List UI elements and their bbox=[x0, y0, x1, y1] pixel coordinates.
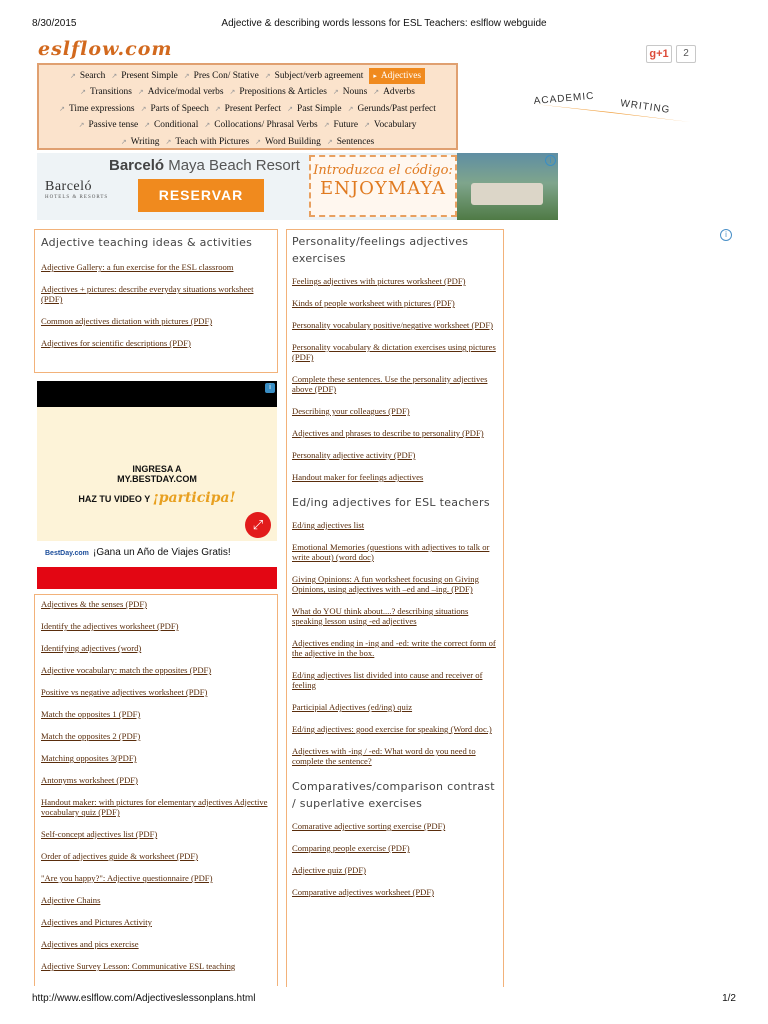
nav-row bbox=[41, 68, 454, 84]
ad-line2: MY.BESTDAY.COM bbox=[117, 474, 197, 484]
nav-item-advice-modal-verbs[interactable]: ↗ Advice/modal verbs bbox=[138, 84, 224, 100]
article-link[interactable]: Giving Opinions: A fun worksheet focusing on Giving Opinions, using adjectives with –ed and –ing. (PDF) bbox=[292, 574, 479, 594]
reservar-button[interactable]: RESERVAR bbox=[138, 179, 264, 212]
right-column bbox=[286, 229, 504, 987]
banner-brand bbox=[45, 179, 108, 200]
nav-item-parts-of-speech[interactable]: ↗ Parts of Speech bbox=[141, 101, 209, 117]
article-link[interactable]: Feelings adjectives with pictures worksheet (PDF) bbox=[292, 276, 466, 286]
adjective-links bbox=[41, 599, 271, 971]
nav-item-sentences[interactable]: ↗ Sentences bbox=[327, 134, 374, 150]
nav-item-transitions[interactable]: ↗ Transitions bbox=[80, 84, 132, 100]
nav-item-conditional[interactable]: ↗ Conditional bbox=[144, 117, 198, 133]
article-link[interactable]: Match the opposites 1 (PDF) bbox=[41, 709, 141, 719]
article-link[interactable]: Common adjectives dictation with pictures (PDF) bbox=[41, 316, 213, 326]
nav-row bbox=[41, 101, 454, 117]
article-link[interactable]: Personality vocabulary positive/negative worksheet (PDF) bbox=[292, 320, 493, 330]
nav-item-adjectives[interactable]: ▸ Adjectives bbox=[369, 68, 425, 84]
personality-links bbox=[292, 276, 498, 482]
article-link[interactable]: Personality vocabulary & dictation exercises using pictures (PDF) bbox=[292, 342, 496, 362]
edging-links bbox=[292, 520, 498, 766]
adjective-links-box bbox=[34, 594, 278, 986]
comparatives-heading: Comparatives/comparison contrast / superlative exercises bbox=[292, 780, 495, 810]
article-link[interactable]: Participial Adjectives (ed/ing) quiz bbox=[292, 702, 413, 712]
article-link[interactable]: Kinds of people worksheet with pictures (PDF) bbox=[292, 298, 455, 308]
teaching-ideas-box bbox=[34, 229, 278, 373]
nav-item-time-expressions[interactable]: ↗ Time expressions bbox=[59, 101, 134, 117]
article-link[interactable]: Ed/ing adjectives: good exercise for speaking (Word doc.) bbox=[292, 724, 492, 734]
article-link[interactable]: Ed/ing adjectives list divided into cause and receiver of feeling bbox=[292, 670, 483, 690]
promo-code-label: Introduzca el código: bbox=[313, 163, 453, 178]
edging-heading: Ed/ing adjectives for ESL teachers bbox=[292, 496, 490, 509]
article-link[interactable]: Order of adjectives guide & worksheet (PDF) bbox=[41, 851, 199, 861]
banner-headline-rest: Maya Beach Resort bbox=[164, 157, 300, 174]
ad-line3-script: ¡participa! bbox=[152, 490, 236, 506]
nav-item-adverbs[interactable]: ↗ Adverbs bbox=[373, 84, 415, 100]
comparatives-links bbox=[292, 821, 498, 897]
ad-creative bbox=[37, 407, 277, 541]
article-link[interactable]: Adjectives ending in -ing and -ed: write the correct form of the adjective in the box. bbox=[292, 638, 496, 658]
article-link[interactable]: Adjectives with -ing / -ed: What word do you need to complete the sentence? bbox=[292, 746, 476, 766]
article-link[interactable]: Antonyms worksheet (PDF) bbox=[41, 775, 138, 785]
print-date: 8/30/2015 bbox=[32, 18, 77, 29]
nav-row bbox=[41, 134, 454, 150]
banner-headline-bold: Barceló bbox=[109, 157, 165, 174]
teaching-ideas-heading: Adjective teaching ideas & activities bbox=[41, 236, 253, 249]
nav-item-present-perfect[interactable]: ↗ Present Perfect bbox=[215, 101, 281, 117]
article-link[interactable]: Self-concept adjectives list (PDF) bbox=[41, 829, 158, 839]
ad-line1: INGRESA A bbox=[132, 464, 182, 474]
ad-tagline: ¡Gana un Año de Viajes Gratis! bbox=[93, 547, 231, 558]
article-link[interactable]: Adjective Survey Lesson: Communicative ESL teaching bbox=[41, 961, 236, 971]
gplus-count: 2 bbox=[676, 45, 696, 63]
bestday-ad[interactable] bbox=[37, 381, 277, 589]
nav-item-gerunds-past-perfect[interactable]: ↗ Gerunds/Past perfect bbox=[348, 101, 436, 117]
article-link[interactable]: Handout maker: with pictures for elementary adjectives Adjective vocabulary quiz (PDF) bbox=[41, 797, 268, 817]
article-link[interactable]: Comparing people exercise (PDF) bbox=[292, 843, 410, 853]
article-link[interactable]: Adjectives and Pictures Activity bbox=[41, 917, 152, 927]
article-link[interactable]: Adjectives + pictures: describe everyday situations worksheet (PDF) bbox=[41, 284, 254, 304]
nav-item-present-simple[interactable]: ↗ Present Simple bbox=[111, 68, 177, 84]
resort-photo bbox=[457, 153, 558, 220]
ad-line3-plain: HAZ TU VIDEO Y bbox=[78, 494, 153, 504]
article-link[interactable]: Complete these sentences. Use the personality adjectives above (PDF) bbox=[292, 374, 488, 394]
article-link[interactable]: Adjectives and phrases to describe to personality (PDF) bbox=[292, 428, 484, 438]
gplus-widget bbox=[646, 45, 696, 63]
banner-ad[interactable] bbox=[37, 153, 558, 220]
nav-item-vocabulary[interactable]: ↗ Vocabulary bbox=[364, 117, 416, 133]
expand-icon[interactable]: ⤢ bbox=[245, 512, 271, 538]
nav-item-collocations-phrasal-verbs[interactable]: ↗ Collocations/ Phrasal Verbs bbox=[204, 117, 317, 133]
article-link[interactable]: Comparative adjectives worksheet (PDF) bbox=[292, 887, 434, 897]
banner-brand-sub: HOTELS & RESORTS bbox=[45, 195, 109, 200]
print-page-number: 1/2 bbox=[722, 993, 736, 1004]
ad-info-icon[interactable]: i bbox=[545, 155, 556, 166]
nav-item-subject-verb-agreement[interactable]: ↗ Subject/verb agreement bbox=[265, 68, 364, 84]
article-link[interactable]: Adjectives & the senses (PDF) bbox=[41, 599, 147, 609]
ad-red-bar bbox=[37, 567, 277, 589]
info-icon[interactable]: i bbox=[720, 229, 732, 241]
ad-line3 bbox=[37, 490, 277, 506]
article-link[interactable]: Emotional Memories (questions with adjectives to talk or write about) (word doc) bbox=[292, 542, 490, 562]
nav-item-word-building[interactable]: ↗ Word Building bbox=[255, 134, 321, 150]
nav-row bbox=[41, 84, 454, 100]
site-logo[interactable]: eslflow.com bbox=[38, 38, 173, 60]
article-link[interactable]: Ed/ing adjectives list bbox=[292, 520, 365, 530]
article-link[interactable]: Adjective Chains bbox=[41, 895, 101, 905]
nav-item-teach-with-pictures[interactable]: ↗ Teach with Pictures bbox=[165, 134, 249, 150]
academic-writing-word1: ACADEMIC bbox=[533, 90, 595, 107]
nav-row bbox=[41, 117, 454, 133]
teaching-ideas-links bbox=[41, 262, 271, 348]
article-link[interactable]: Positive vs negative adjectives worksheet (PDF) bbox=[41, 687, 208, 697]
personality-heading: Personality/feelings adjectives exercises bbox=[292, 235, 469, 265]
nav-item-pres-con-stative[interactable]: ↗ Pres Con/ Stative bbox=[184, 68, 259, 84]
ad-top-bar bbox=[37, 381, 277, 407]
print-header bbox=[0, 18, 768, 32]
nav-item-writing[interactable]: ↗ Writing bbox=[121, 134, 160, 150]
article-link[interactable]: Adjective quiz (PDF) bbox=[292, 865, 366, 875]
promo-code-box bbox=[309, 155, 457, 217]
nav-item-future[interactable]: ↗ Future bbox=[324, 117, 358, 133]
article-link[interactable]: Describing your colleagues (PDF) bbox=[292, 406, 410, 416]
nav-item-nouns[interactable]: ↗ Nouns bbox=[333, 84, 367, 100]
nav-item-search[interactable]: ↗ Search bbox=[70, 68, 105, 84]
article-link[interactable]: Adjective Gallery: a fun exercise for the ESL classroom bbox=[41, 262, 234, 272]
nav-item-past-simple[interactable]: ↗ Past Simple bbox=[287, 101, 341, 117]
gplus-button[interactable]: g+1 bbox=[646, 45, 672, 63]
article-link[interactable]: What do YOU think about....? describing situations speaking lesson using -ed adjectives bbox=[292, 606, 469, 626]
article-link[interactable]: Adjective vocabulary: match the opposites (PDF) bbox=[41, 665, 212, 675]
article-link[interactable]: Identifying adjectives (word) bbox=[41, 643, 142, 653]
ad-footer bbox=[37, 541, 277, 567]
main-nav bbox=[37, 63, 458, 150]
article-link[interactable]: Matching opposites 3(PDF) bbox=[41, 753, 137, 763]
article-link[interactable]: "Are you happy?": Adjective questionnaire (PDF) bbox=[41, 873, 213, 883]
article-link[interactable]: Identify the adjectives worksheet (PDF) bbox=[41, 621, 179, 631]
promo-code: ENJOYMAYA bbox=[320, 178, 446, 199]
article-link[interactable]: Comarative adjective sorting exercise (PDF) bbox=[292, 821, 446, 831]
article-link[interactable]: Match the opposites 2 (PDF) bbox=[41, 731, 141, 741]
ad-text-block bbox=[37, 464, 277, 484]
article-link[interactable]: Personality adjective activity (PDF) bbox=[292, 450, 416, 460]
banner-brand-name: Barceló bbox=[45, 179, 93, 194]
article-link[interactable]: Adjectives for scientific descriptions (PDF) bbox=[41, 338, 191, 348]
nav-item-passive-tense[interactable]: ↗ Passive tense bbox=[79, 117, 139, 133]
article-link[interactable]: Adjectives and pics exercise bbox=[41, 939, 139, 949]
print-footer bbox=[0, 993, 768, 1007]
academic-writing-logo[interactable] bbox=[530, 90, 692, 126]
banner-headline bbox=[109, 157, 300, 174]
print-title: Adjective & describing words lessons for ESL Teachers: eslflow webguide bbox=[221, 18, 547, 29]
academic-writing-word2: WRITING bbox=[619, 98, 671, 116]
ad-choices-icon[interactable]: i bbox=[265, 383, 275, 393]
print-url: http://www.eslflow.com/Adjectiveslessonplans.html bbox=[32, 993, 256, 1004]
article-link[interactable]: Handout maker for feelings adjectives bbox=[292, 472, 424, 482]
nav-item-prepositions-articles[interactable]: ↗ Prepositions & Articles bbox=[230, 84, 327, 100]
bestday-logo: BestDay.com bbox=[45, 550, 89, 557]
